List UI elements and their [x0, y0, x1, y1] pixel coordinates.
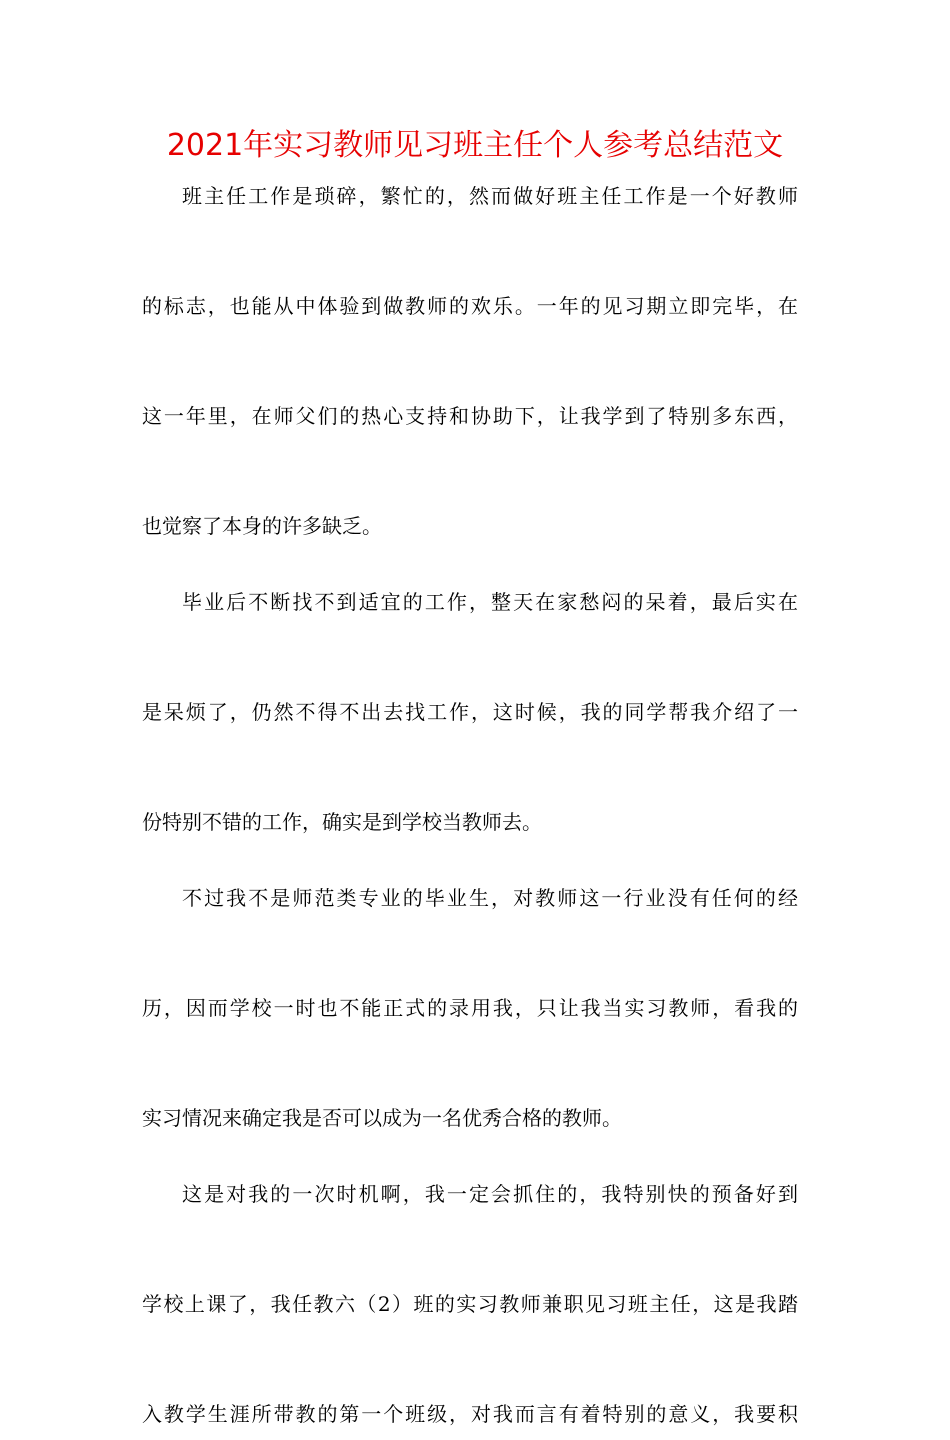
paragraph-3-line-1: 不过我不是师范类专业的毕业生，对教师这一行业没有任何的经 — [182, 886, 798, 910]
document-body — [142, 170, 798, 1440]
paragraph-4-line-1: 这是对我的一次时机啊，我一定会抓住的，我特别快的预备好到 — [182, 1182, 798, 1206]
paragraph-2-line-3: 份特别不错的工作，确实是到学校当教师去。 — [142, 810, 542, 834]
document-title: 2021年实习教师见习班主任个人参考总结范文 — [166, 128, 784, 163]
paragraph-4-line-3: 入教学生涯所带教的第一个班级，对我而言有着特别的意义，我要积 — [142, 1402, 798, 1426]
paragraph-3-line-2: 历，因而学校一时也不能正式的录用我，只让我当实习教师，看我的 — [142, 996, 798, 1020]
paragraph-2-line-1: 毕业后不断找不到适宜的工作，整天在家愁闷的呆着，最后实在 — [182, 590, 798, 614]
paragraph-3-line-3: 实习情况来确定我是否可以成为一名优秀合格的教师。 — [142, 1106, 622, 1130]
paragraph-1-line-3: 这一年里，在师父们的热心支持和协助下，让我学到了特别多东西， — [142, 404, 798, 428]
paragraph-2-line-2: 是呆烦了，仍然不得不出去找工作，这时候，我的同学帮我介绍了一 — [142, 700, 798, 724]
paragraph-4-line-2: 学校上课了，我任教六（2）班的实习教师兼职见习班主任，这是我踏 — [142, 1292, 798, 1316]
paragraph-1-line-2: 的标志，也能从中体验到做教师的欢乐。一年的见习期立即完毕，在 — [142, 294, 798, 318]
paragraph-1-line-1: 班主任工作是琐碎，繁忙的，然而做好班主任工作是一个好教师 — [182, 184, 798, 208]
paragraph-1-line-4: 也觉察了本身的许多缺乏。 — [142, 514, 382, 538]
